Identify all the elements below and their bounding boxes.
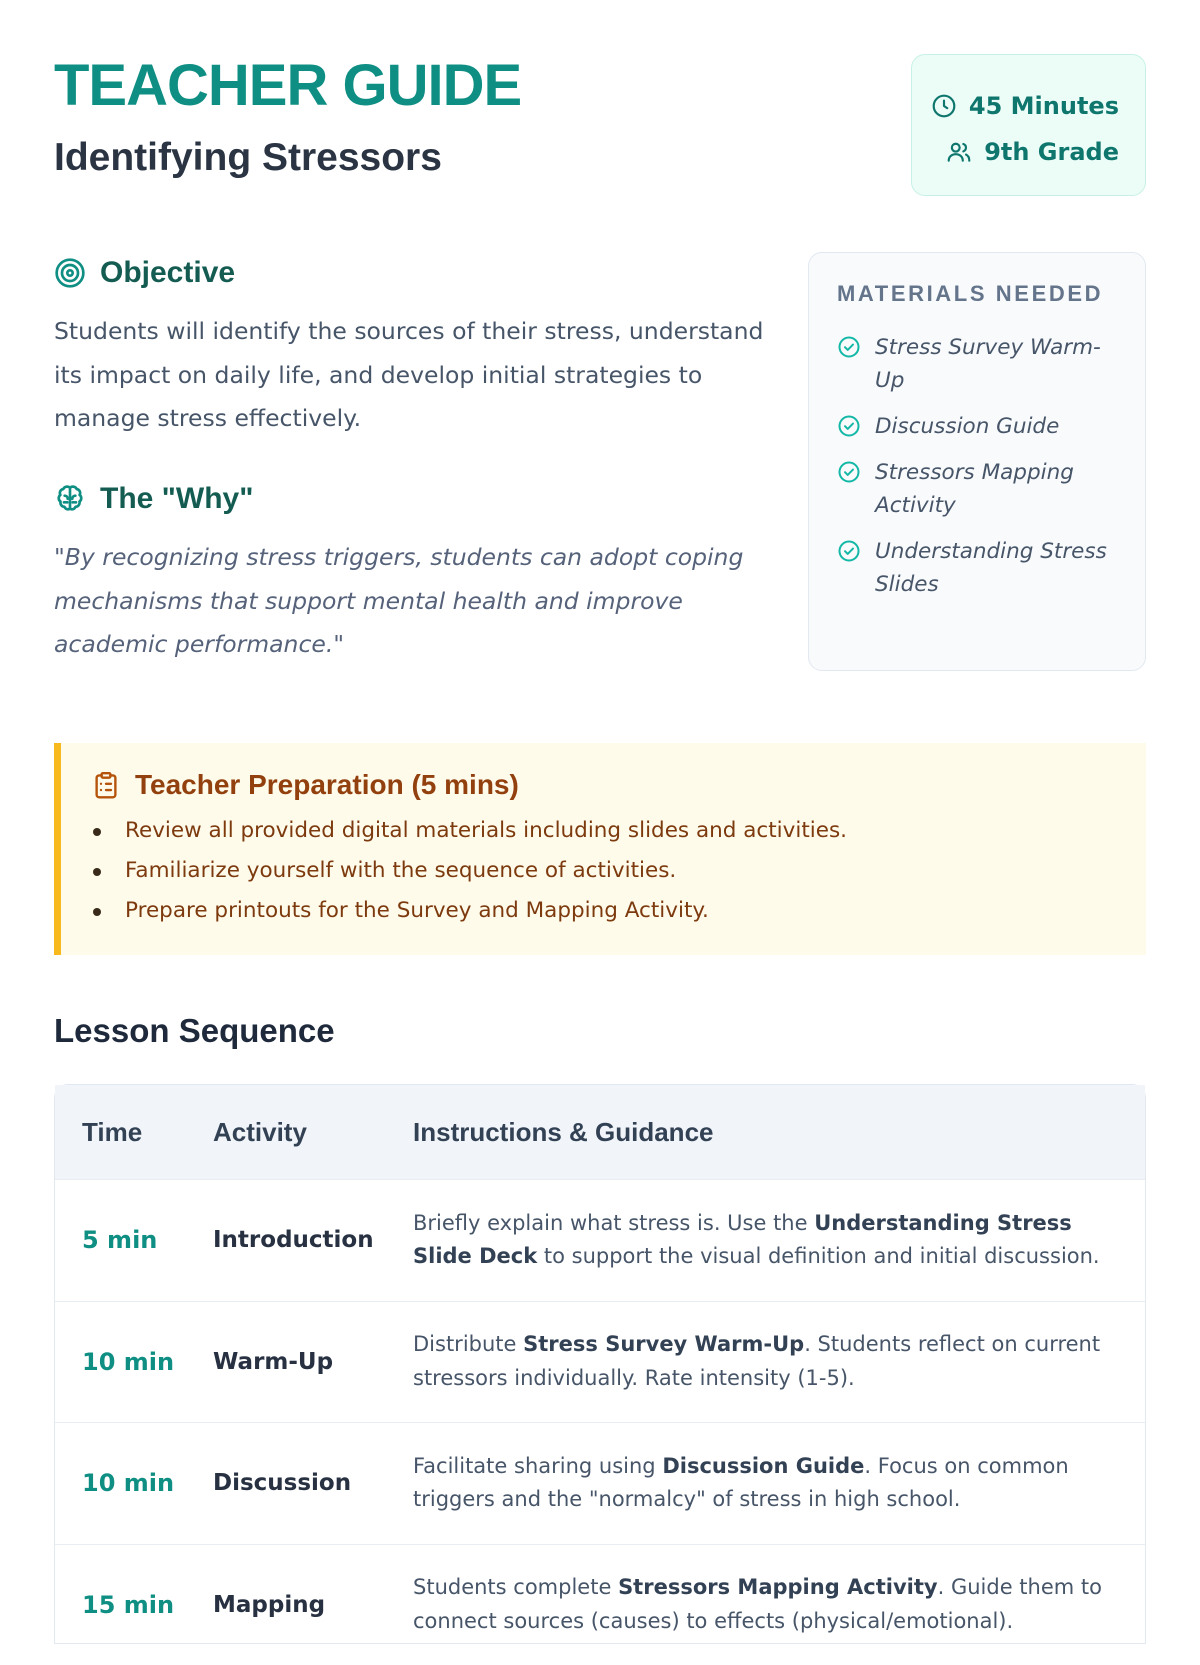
- objective-section: [54, 256, 774, 441]
- doc-subtitle: Identifying Stressors: [54, 137, 442, 180]
- clock-icon: [931, 93, 957, 119]
- column-header-time: Time: [55, 1117, 213, 1148]
- why-header: [54, 482, 774, 516]
- instructions-text: to support the visual definition and initial discussion.: [537, 1244, 1099, 1268]
- prep-header: [91, 769, 1116, 801]
- row-instructions: [413, 1571, 1145, 1638]
- row-time: 10 min: [55, 1348, 213, 1376]
- doc-title: TEACHER GUIDE: [54, 54, 521, 118]
- instructions-text: Distribute: [413, 1332, 523, 1356]
- table-row: [55, 1301, 1145, 1423]
- prep-item: Prepare printouts for the Survey and Mapping Activity.: [91, 891, 1116, 931]
- materials-item-label: Stressors Mapping Activity: [875, 456, 1121, 522]
- lesson-sequence-heading: Lesson Sequence: [54, 1012, 1146, 1050]
- instructions-text: . Guide them to connect sources (causes) to effects (physical/emotional).: [413, 1575, 1102, 1633]
- column-header-activity: Activity: [213, 1117, 413, 1148]
- row-instructions: [413, 1328, 1145, 1395]
- target-icon: [54, 257, 86, 289]
- clipboard-icon: [91, 770, 121, 800]
- instructions-text: . Students reflect on current stressors individually. Rate intensity (1-5).: [413, 1332, 1100, 1390]
- materials-item: [837, 535, 1121, 601]
- check-circle-icon: [837, 414, 861, 438]
- instructions-resource: Stress Survey Warm-Up: [523, 1332, 804, 1356]
- instructions-text: Facilitate sharing using: [413, 1454, 662, 1478]
- instructions-text: . Focus on common triggers and the "normalcy" of stress in high school.: [413, 1454, 1069, 1512]
- materials-item-label: Understanding Stress Slides: [875, 535, 1121, 601]
- row-activity: Discussion: [213, 1470, 413, 1496]
- instructions-resource: Understanding Stress Slide Deck: [413, 1211, 1072, 1269]
- row-activity: Warm-Up: [213, 1349, 413, 1375]
- row-time: 5 min: [55, 1226, 213, 1254]
- check-circle-icon: [837, 539, 861, 563]
- objective-heading: Objective: [100, 256, 235, 290]
- prep-item: Familiarize yourself with the sequence of activities.: [91, 851, 1116, 891]
- duration-row: [912, 83, 1119, 129]
- row-instructions: [413, 1450, 1145, 1517]
- instructions-resource: Discussion Guide: [662, 1454, 864, 1478]
- users-icon: [946, 139, 972, 165]
- instructions-text: Students complete: [413, 1575, 618, 1599]
- materials-heading: MATERIALS NEEDED: [837, 281, 1121, 307]
- header: [54, 0, 1146, 220]
- row-time: 15 min: [55, 1591, 213, 1619]
- row-activity: Introduction: [213, 1227, 413, 1253]
- check-circle-icon: [837, 460, 861, 484]
- teacher-prep-callout: [54, 743, 1146, 955]
- check-circle-icon: [837, 335, 861, 359]
- prep-list: [91, 811, 1116, 931]
- prep-item: Review all provided digital materials including slides and activities.: [91, 811, 1116, 851]
- table-row: [55, 1544, 1145, 1665]
- materials-item: [837, 456, 1121, 522]
- objective-header: [54, 256, 774, 290]
- table-row: [55, 1179, 1145, 1301]
- why-quote: "By recognizing stress triggers, students can adopt coping mechanisms that support mental health and improve academic performance.": [54, 536, 774, 667]
- lesson-meta-card: [911, 54, 1146, 196]
- grade-row: [912, 129, 1119, 175]
- materials-item: [837, 410, 1121, 443]
- column-header-instructions: Instructions & Guidance: [413, 1117, 1145, 1148]
- row-instructions: [413, 1207, 1145, 1274]
- table-row: [55, 1422, 1145, 1544]
- instructions-text: Briefly explain what stress is. Use the: [413, 1211, 814, 1235]
- instructions-resource: Stressors Mapping Activity: [618, 1575, 938, 1599]
- objective-text: Students will identify the sources of their stress, understand its impact on daily life, and develop initial strategies to manage stress effectively.: [54, 310, 774, 441]
- materials-item: [837, 331, 1121, 397]
- row-time: 10 min: [55, 1469, 213, 1497]
- overview-section: [54, 220, 1146, 700]
- table-header-row: [55, 1085, 1145, 1179]
- brain-icon: [54, 483, 86, 515]
- materials-item-label: Discussion Guide: [875, 410, 1059, 443]
- materials-list: [837, 331, 1121, 601]
- why-heading: The "Why": [100, 482, 253, 516]
- lesson-table: [54, 1084, 1146, 1644]
- prep-heading: Teacher Preparation (5 mins): [135, 769, 519, 801]
- why-section: [54, 482, 774, 667]
- grade-label: 9th Grade: [984, 138, 1119, 166]
- materials-card: [808, 252, 1146, 671]
- duration-label: 45 Minutes: [969, 92, 1119, 120]
- row-activity: Mapping: [213, 1592, 413, 1618]
- materials-item-label: Stress Survey Warm-Up: [875, 331, 1121, 397]
